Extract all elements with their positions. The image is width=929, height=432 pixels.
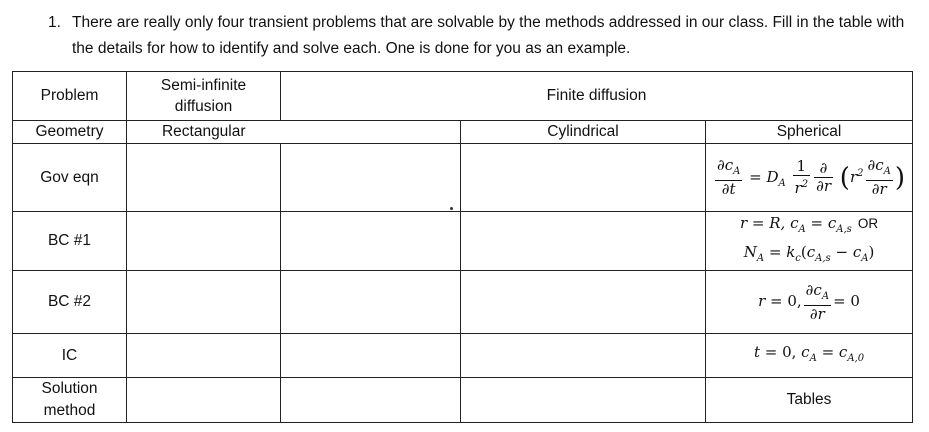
spherical-bc1-line1: r = R, $c_A = c_{A,s}$ OR — [739, 214, 879, 235]
cell-cylindrical-bc2[interactable] — [461, 271, 706, 334]
cell-rectangular-bc2[interactable] — [281, 271, 461, 334]
spherical-bc2: r = 0, $\frac{\partial c_A}{\partial r}$ = 0 — [758, 280, 860, 323]
spherical-ic: t = 0, $c_A = c_{A,0}$ — [753, 343, 865, 364]
cell-spherical-ic — [706, 334, 913, 378]
transient-problems-table — [12, 71, 913, 423]
cell-semi-infinite-ic[interactable] — [127, 334, 281, 378]
cell-semi-infinite-gov-eqn[interactable] — [127, 144, 281, 212]
cell-rectangular-gov-eqn[interactable] — [281, 144, 461, 212]
cell-semi-infinite-bc2[interactable] — [127, 271, 281, 334]
row-label-bc1: BC #1 — [13, 212, 127, 271]
header-finite: Finite diffusion — [281, 72, 913, 121]
cell-rectangular-bc1[interactable] — [281, 212, 461, 271]
row-label-geometry: Geometry — [13, 121, 127, 144]
cell-spherical-gov-eqn — [706, 144, 913, 212]
or-word: OR — [857, 216, 879, 231]
cell-rectangular-solution[interactable] — [281, 378, 461, 423]
cell-spherical-bc1 — [706, 212, 913, 271]
question-number: 1. — [48, 14, 61, 31]
spherical-bc1-line2: $N_A = k_c(c_{A,s} - c_A)$ — [743, 243, 875, 264]
geometry-rectangular-spacer — [281, 121, 461, 144]
cell-cylindrical-solution[interactable] — [461, 378, 706, 423]
cell-semi-infinite-bc1[interactable] — [127, 212, 281, 271]
cell-spherical-solution: Tables — [706, 378, 913, 423]
geometry-cylindrical-label: Cylindrical — [461, 121, 706, 144]
cell-spherical-bc2 — [706, 271, 913, 334]
row-label-solution: Solution method — [13, 378, 127, 423]
row-label-problem: Problem — [13, 72, 127, 121]
cell-rectangular-ic[interactable] — [281, 334, 461, 378]
row-label-bc2: BC #2 — [13, 271, 127, 334]
row-label-ic: IC — [13, 334, 127, 378]
cell-cylindrical-bc1[interactable] — [461, 212, 706, 271]
geometry-spherical-label: Spherical — [706, 121, 913, 144]
header-semi-infinite: Semi-infinite diffusion — [127, 72, 281, 121]
geometry-rectangular-label: Rectangular — [127, 121, 281, 144]
question-text: There are really only four transient problems that are solvable by the methods addressed in our class. Fill in the table with the details for how to identify and solve each. One is done for you as an example. — [72, 14, 905, 57]
row-label-gov-eqn: Gov eqn — [13, 144, 127, 212]
cell-semi-infinite-solution[interactable] — [127, 378, 281, 423]
stray-dot — [450, 207, 453, 210]
spherical-gov-eqn: $\frac{\partial c_A}{\partial t}$ = $D_A$ $\frac{1}{r^2}$ $\frac{\partial}{\partial r}$ ($r^2$ $\frac{\partial c_A}{\partial r}$ ) — [716, 156, 906, 198]
cell-cylindrical-ic[interactable] — [461, 334, 706, 378]
cell-cylindrical-gov-eqn[interactable] — [461, 144, 706, 212]
